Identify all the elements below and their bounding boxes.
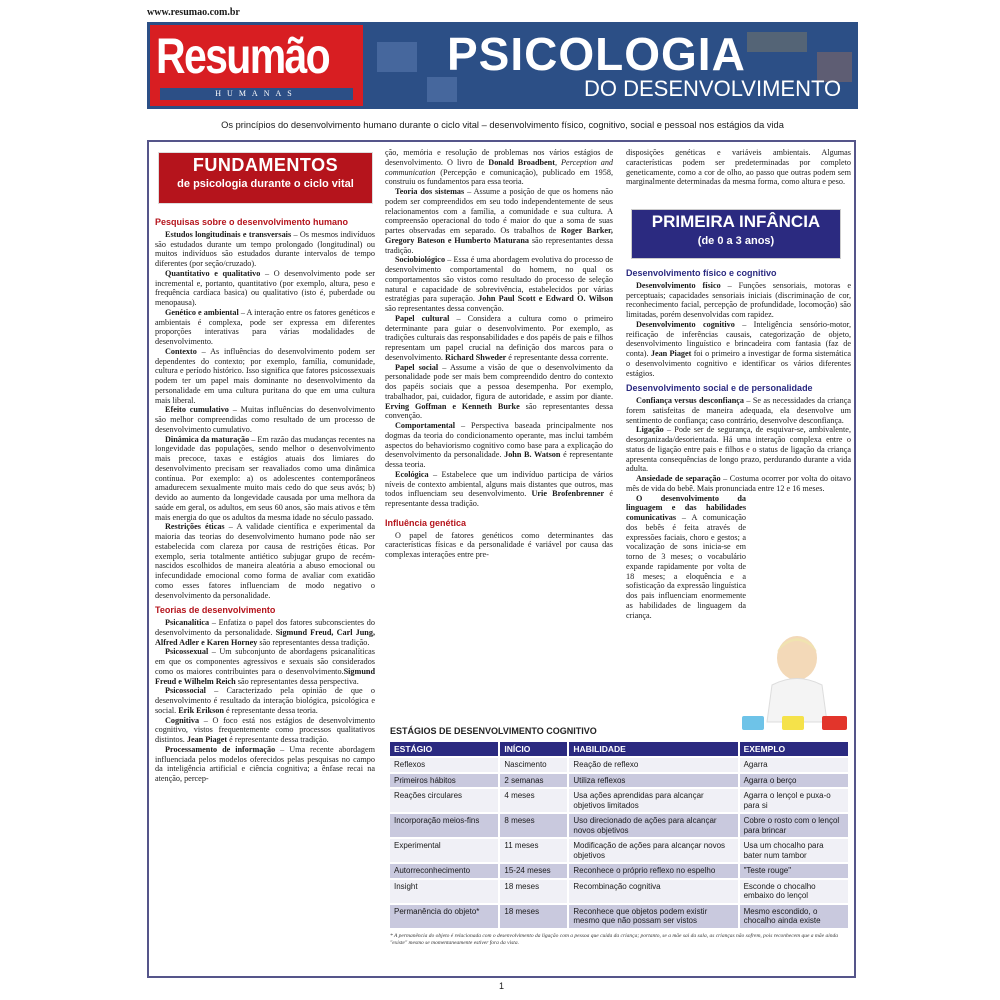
banner-title: FUNDAMENTOS <box>192 155 339 175</box>
table-row <box>390 839 850 862</box>
paragraph: Contexto – As influências do desenvolvimento podem ser dependentes do contexto; por exemplo, família, comunidade, cultura e período histórico. Isso significa que fatores psicossexuais podem ter um papel mais dominante no desenvolvimento da personalidade em uma cultura puritana do que em uma cultura mais liberal. <box>155 346 375 405</box>
cell-start: 15-24 meses <box>500 864 569 878</box>
cell-start: 11 meses <box>500 839 569 862</box>
banner-title: PRIMEIRA INFÂNCIA <box>651 212 821 231</box>
table-row <box>390 864 850 878</box>
cell-start: 18 meses <box>500 905 569 928</box>
cell-example: Agarra o lençol e puxa-o para si <box>740 789 850 812</box>
cell-stage: Insight <box>390 880 500 903</box>
table-row <box>390 905 850 928</box>
cell-example: "Teste rouge" <box>740 864 850 878</box>
column-3 <box>626 148 851 620</box>
table-footnote: * A permanência do objeto é relacionada com o desenvolvimento da ligação com a pessoa que cuida da criança; portanto, se a mãe sai da sala, as crianças não sofrem, pois reconhecem que a mãe ainda "existe" mesmo se momentaneamente estiver fora da vista. <box>390 932 838 946</box>
paragraph: Quantitativo e qualitativo – O desenvolvimento pode ser incremental e, portanto, quantitativo (por exemplo, altura, peso e frequência cardíaca basica) ou qualitativo (isto é, puberdade ou menopausa). <box>155 268 375 307</box>
paragraph: Desenvolvimento físico – Funções sensoriais, motoras e perceptuais; capacidades sensoriais iniciais (discriminação de cor, reconhecimento facial, percepção de profundidade, locomoção) são limitadas, porém desenvolvidas com rapidez. <box>626 280 851 319</box>
fundamentos-banner <box>158 152 373 204</box>
paragraph: Teoria dos sistemas – Assume a posição de que os homens não podem ser compreendidos em seu todo independentemente de seus relacionamentos com a família, a comunidade e sua cultura. A compreensão operacional do todo é maior do que a soma de suas partes observadas em separado. Os trabalhos de Roger Barker, Gregory Bateson e Humberto Maturana são representantes dessa tradição. <box>385 187 613 255</box>
table-row <box>390 774 850 788</box>
cell-ability: Recombinação cognitiva <box>569 880 739 903</box>
table-title: ESTÁGIOS DE DESENVOLVIMENTO COGNITIVO <box>390 726 597 736</box>
cell-example: Agarra <box>740 758 850 772</box>
brand-subtitle: HUMANAS <box>160 88 353 100</box>
banner-subtitle: de psicologia durante o ciclo vital <box>177 178 354 190</box>
cell-stage: Reflexos <box>390 758 500 772</box>
cell-example: Mesmo escondido, o chocalho ainda existe <box>740 905 850 928</box>
paragraph: O desenvolvimento da linguagem e das habilidades comunicativas – A comunicação dos bebês é feita através de expressões faciais, choro e gestos; a vocalização de sons inicia-se em torno de 3 meses; o vocabulário expande rapidamente por volta de 18 meses; a eloquência e a sofisticação da expressão linguística dos pais influenciam enormemente as habilidades de linguagem da criança. <box>626 493 746 620</box>
table-row <box>390 814 850 837</box>
cell-start: 2 semanas <box>500 774 569 788</box>
table-row <box>390 880 850 903</box>
column-2 <box>385 148 613 560</box>
baby-photo <box>742 630 847 730</box>
cell-start: 18 meses <box>500 880 569 903</box>
site-url: www.resumao.com.br <box>147 7 240 18</box>
paragraph: Psicanalítica – Enfatiza o papel dos fatores subconscientes do desenvolvimento da personalidade. Sigmund Freud, Carl Jung, Alfred Adler e Karen Horney são representantes dessa tradição. <box>155 618 375 647</box>
section-heading: Teorias de desenvolvimento <box>155 605 276 616</box>
cell-example: Cobre o rosto com o lençol para brincar <box>740 814 850 837</box>
cell-ability: Reconhece que objetos podem existir mesmo que não possam ser vistos <box>569 905 739 928</box>
paragraph: Confiança versus desconfiança – Se as necessidades da criança forem satisfeitas de maneira adequada, ela desenvolve um sentimento de confiança; caso contrário, desenvolve desconfiança. <box>626 396 851 425</box>
cell-start: Nascimento <box>500 758 569 772</box>
column-header: EXEMPLO <box>740 742 850 756</box>
cell-ability: Reconhece o próprio reflexo no espelho <box>569 864 739 878</box>
paragraph: Psicossocial – Caracterizado pela opinião de que o desenvolvimento é resultado da interação biológica, psicológica e social. Erik Erikson é representante dessa teoria. <box>155 686 375 715</box>
table-row <box>390 789 850 812</box>
primeira-infancia-banner <box>631 209 841 259</box>
cell-ability: Modificação de ações para alcançar novos objetivos <box>569 839 739 862</box>
cell-example: Esconde o chocalho embaixo do lençol <box>740 880 850 903</box>
paragraph: Ligação – Pode ser de segurança, de esquivar-se, ambivalente, desorganizada/desorientada. Há uma interação complexa entre o status de ligação entre pais e filhos e o status de ligação da criança apresenta consequências de longo prazo, perdurando durante a vida adulta. <box>626 425 851 474</box>
paragraph: Comportamental – Perspectiva baseada principalmente nos dogmas da teoria do condicionamento operante, mas inclui também aspectos do behaviorismo cognitivo como base para a explicação do desenvolvimento da personalidade. John B. Watson é representante dessa teoria. <box>385 421 613 469</box>
cell-ability: Usa ações aprendidas para alcançar objetivos limitados <box>569 789 739 812</box>
banner-subtitle: (de 0 a 3 anos) <box>697 235 775 247</box>
brand-name: Resumão <box>156 28 330 84</box>
paragraph: Sociobiológico – Essa é uma abordagem evolutiva do processo de desenvolvimento comportamental do homem, no qual os comportamentos são vistos como resultado do processo de seleção natural e capacidade de sobrevivência, estabelecidos por várias estratégias para superação. John Paul Scott e Edward O. Wilson são representantes dessa convenção. <box>385 255 614 313</box>
column-1 <box>155 148 375 784</box>
cell-stage: Primeiros hábitos <box>390 774 500 788</box>
cell-stage: Reações circulares <box>390 789 500 812</box>
tagline: Os princípios do desenvolvimento humano durante o ciclo vital – desenvolvimento físico, cognitivo, social e pessoal nos estágios da vida <box>221 120 784 130</box>
cognitive-stages-table-section <box>390 726 850 947</box>
paragraph: Estudos longitudinais e transversais – Os mesmos indivíduos são estudados durante um tempo prolongado (longitudinal) ou muitos indivíduos são estudados durante intervalos de tempo diferentes (por seção/cruzado). <box>155 229 375 268</box>
paragraph: Genético e ambiental – A interação entre os fatores genéticos e ambientais é complexa, pode ser expressa em diferentes proporções interativas para várias modalidades de desenvolvimento. <box>155 307 375 346</box>
paragraph: Psicossexual – Um subconjunto de abordagens psicanalíticas em que os componentes agressivos e sexuais são considerados como os maiores contribuintes para o desenvolvimento.Sigmund Freud e Wilhelm Reich são representantes dessa perspectiva. <box>155 647 375 686</box>
table-row <box>390 758 850 772</box>
paragraph: ção, memória e resolução de problemas nos vários estágios de desenvolvimento. O livro de Donald Broadbent, Perception and communication (Percepção e comunicação), publicado em 1958, construiu os fundamentos para essa teoria. <box>385 148 614 187</box>
page-title: PSICOLOGIA <box>447 28 746 80</box>
cell-ability: Utiliza reflexos <box>569 774 739 788</box>
section-heading: Desenvolvimento físico e cognitivo <box>626 268 777 278</box>
column-header: HABILIDADE <box>569 742 739 756</box>
cell-stage: Experimental <box>390 839 500 862</box>
paragraph: Dinâmica da maturação – Em razão das mudanças recentes na longevidade das populações, sendo melhor o desenvolvimento mais precoce, taxas e estágios atuais dos limiares do desenvolvimento precisam ser reavaliados como uma dinâmica contínua. Por exemplo: a) os adolescentes contemporâneos amadurecem sexualmente muito mais cedo do que seus avós; b) devido ao aumento da longevidade causada por uma melhora da saúde em geral, os adultos, em seus 60 anos, são mais ativos e têm mais energia do que os adultos da mesma idade no século passado. <box>155 434 375 522</box>
column-header: INÍCIO <box>500 742 569 756</box>
cell-example: Usa um chocalho para bater num tambor <box>740 839 850 862</box>
paragraph: Papel cultural – Considera a cultura como o primeiro determinante para guiar o desenvolvimento. Por exemplo, as tradições culturais das responsabilidades e dos papéis de pais e filhos representam um papel crucial na definição dos marcos para o desenvolvimento. Richard Shweder é representante dessa corrente. <box>385 313 613 362</box>
cell-start: 4 meses <box>500 789 569 812</box>
brand-logo <box>150 25 363 106</box>
paragraph: Ansiedade de separação – Costuma ocorrer por volta do oitavo mês de vida do bebê. Mais pronunciada entre 12 e 16 meses. <box>626 474 851 493</box>
cognitive-stages-table <box>390 740 850 930</box>
paragraph: Restrições éticas – A validade científica e experimental da maioria das teorias do desenvolvimento humano pode não ser estabelecida com clareza por causa de restrições éticas. Por exemplo, seria totalmente antiético subjugar grupo de recém-nascidos escolhidos de maneira aleatória a abuso emocional ou infecundidade emocional como forma de avaliar com exatidão como esses fatores influenciam de modo negativo o desenvolvimento da personalidade. <box>155 522 375 600</box>
decorative-square <box>747 32 807 52</box>
paragraph: Ecológica – Estabelece que um indivíduo participa de vários níveis de contexto ambiental, alguns mais distantes que outros, mas todos influenciam seu desenvolvimento. Urie Brofenbrenner é representante dessa tradição. <box>385 469 613 508</box>
paragraph: Processamento de informação – Uma recente abordagem influenciada pelos modelos oferecidos pelas pesquisas no campo da inteligência artificial e ciência cognitiva; a ênfase recai na atenção, percep- <box>155 744 375 783</box>
cell-example: Agarra o berço <box>740 774 850 788</box>
paragraph: Papel social – Assume a visão de que o desenvolvimento da personalidade pode ser mais bem compreendido dentro do contexto dos papéis sociais que a pessoa desempenha. Por exemplo, trabalhador, pai, cuidador, figura de autoridade, e assim por diante. Erving Goffman e Kenneth Burke são representantes dessa convenção. <box>385 362 613 421</box>
baby-illustration-icon <box>742 630 847 730</box>
cell-start: 8 meses <box>500 814 569 837</box>
header-banner <box>147 22 858 109</box>
section-heading: Desenvolvimento social e de personalidade <box>626 383 813 394</box>
cell-ability: Uso direcionado de ações para alcançar novos objetivos <box>569 814 739 837</box>
cell-ability: Reação de reflexo <box>569 758 739 772</box>
decorative-square <box>427 77 457 102</box>
paragraph: Efeito cumulativo – Muitas influências do desenvolvimento são melhor compreendidas como resultado de um processo de desenvolvimento cumulativo. <box>155 405 375 434</box>
column-header: ESTÁGIO <box>390 742 500 756</box>
paragraph: disposições genéticas e variáveis ambientais. Algumas características podem ser predeterminadas por completo geneticamente, como a cor de olho, ao passo que outras podem sem marginalmente determinadas da mesma forma, como altura e peso. <box>626 148 851 187</box>
paragraph: Desenvolvimento cognitivo – Inteligência sensório-motor, reificação de inferências causais, categorização de objeto, desenvolvimento linguístico e brincadeira com fantasia (faz de conta). Jean Piaget foi o primeiro a investigar de forma sistemática o desenvolvimento cognitivo e identificar os vários diferentes estágios. <box>626 319 852 378</box>
decorative-square <box>377 42 417 72</box>
paragraph: Cognitiva – O foco está nos estágios de desenvolvimento cognitivo, vistos frequentemente como processos qualitativos distintos. Jean Piaget é representante dessa tradição. <box>155 715 375 744</box>
cell-stage: Incorporação meios-fins <box>390 814 500 837</box>
cell-stage: Autorreconhecimento <box>390 864 500 878</box>
table-header-row <box>390 742 850 756</box>
section-heading: Influência genética <box>385 517 467 528</box>
paragraph: O papel de fatores genéticos como determinantes das características físicas e da personalidade é variável por causa das complexas interações entre pre- <box>385 530 613 559</box>
page-number: 1 <box>499 981 505 991</box>
page-subtitle: DO DESENVOLVIMENTO <box>584 76 842 101</box>
cell-stage: Permanência do objeto* <box>390 905 500 928</box>
section-heading: Pesquisas sobre o desenvolvimento humano <box>155 217 349 227</box>
